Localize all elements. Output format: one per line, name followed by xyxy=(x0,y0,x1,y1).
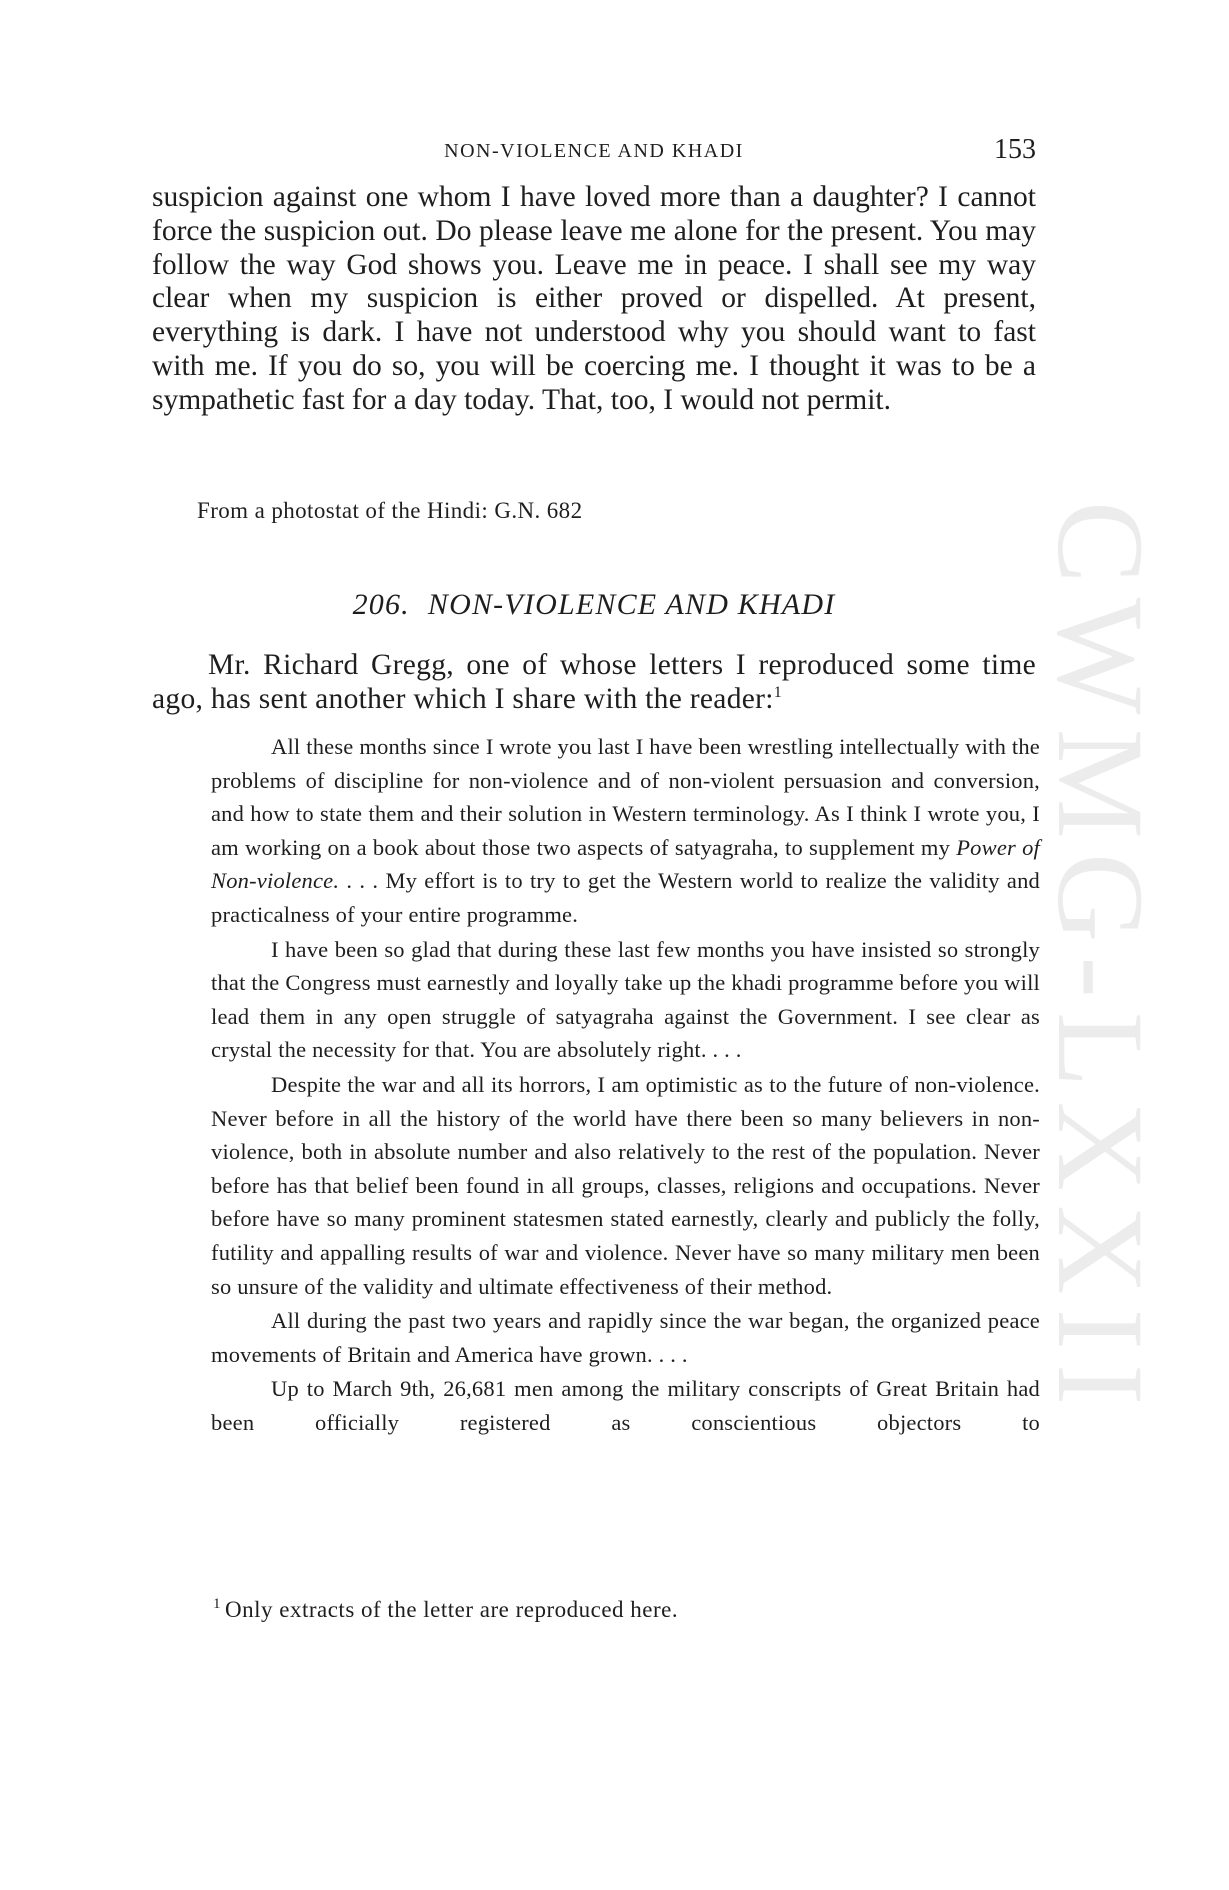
article-number: 206. xyxy=(352,588,410,621)
intro-text: Mr. Richard Gregg, one of whose letters I reproduced some time ago, has sent another which I share with the reader: xyxy=(152,649,1036,715)
footnote-text: Only extracts of the letter are reproduced here. xyxy=(225,1597,679,1622)
page-number: 153 xyxy=(994,134,1036,165)
watermark xyxy=(1010,400,1190,1520)
source-note: From a photostat of the Hindi: G.N. 682 xyxy=(197,498,583,523)
continuation-block xyxy=(152,181,1036,418)
watermark-text: CWMG-LXXII xyxy=(1032,500,1169,1420)
continuation-paragraph: suspicion against one whom I have loved more than a daughter? I cannot force the suspicion out. Do please leave me alone for the present. You may follow the way God shows you. Leave me in peace. I shall see my way clear when my suspicion is either proved or dispelled. At present, everything is dark. I have not understood why you should want to fast with me. If you do so, you will be coercing me. I thought it was to be a sympathetic fast for a day today. That, too, I would not permit. xyxy=(152,181,1036,416)
letter-p1-end: . . . My effort is to try to get the Western world to realize the validity and practicalness of your entire programme. xyxy=(211,868,1040,927)
running-head xyxy=(152,134,1036,168)
article-title: NON-VIOLENCE AND KHADI xyxy=(427,588,836,621)
letter-paragraph-5: Up to March 9th, 26,681 men among the military conscripts of Great Britain had been officially registered as conscientious objectors to xyxy=(211,1376,1040,1435)
running-title: NON-VIOLENCE AND KHADI xyxy=(444,140,744,162)
article-intro xyxy=(152,649,1036,717)
letter-paragraph-4: All during the past two years and rapidly since the war began, the organized peace movements of Britain and America have grown. . . . xyxy=(211,1308,1040,1367)
footnote-reference: 1 xyxy=(773,683,783,701)
intro-paragraph xyxy=(152,649,1036,717)
letter-paragraph-1 xyxy=(211,730,1040,932)
letter-p1-start: All these months since I wrote you last I have been wrestling intellectually with the problems of discipline for non-violence and of non-violent persuasion and conversion, and how to state them and their solution in Western terminology. As I think I wrote you, I am working on a book about those two aspects of satyagraha, to supplement my xyxy=(211,734,1040,860)
letter-paragraph-3: Despite the war and all its horrors, I am optimistic as to the future of non-violence. Never before in all the history of the world have there been so many believers in non-violence, both in absolute number and also relatively to the rest of the population. Never before has that belief been found in all groups, classes, religions and occupations. Never before have so many prominent statesmen stated earnestly, clearly and publicly the folly, futility and appalling results of war and violence. Never have so many military men been so unsure of the validity and ultimate effectiveness of their method. xyxy=(211,1071,1040,1299)
letter-paragraph-2: I have been so glad that during these last few months you have insisted so strongly that the Congress must earnestly and loyally take up the khadi programme before you will lead them in any open struggle of satyagraha against the Government. I see clear as crystal the necessity for that. You are absolutely right. . . . xyxy=(211,936,1040,1063)
footnote xyxy=(213,1597,678,1623)
quoted-letter xyxy=(211,730,1040,1439)
article-heading xyxy=(152,588,1036,622)
book-title: Power of Non-violence. xyxy=(211,834,1040,894)
footnote-mark: 1 xyxy=(213,1596,221,1613)
